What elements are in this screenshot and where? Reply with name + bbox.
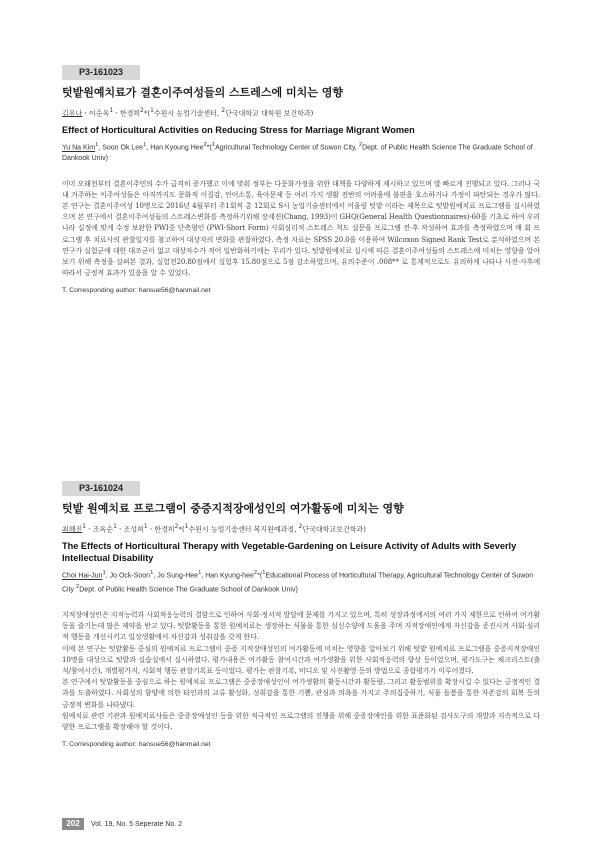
affiliation-sup: 1 — [113, 524, 117, 530]
abstract-code-badge: P3-161024 — [62, 481, 140, 496]
affiliation-text: 단국대학교 대학원 보건학과) — [225, 109, 314, 118]
author-affil-open: *( — [143, 109, 151, 118]
body-paragraph: 이미 오래전부터 결혼이주민의 수가 급격히 증가했고 이에 맞춰 정부는 다문화가정을 위한 대책을 다양하게 제시하고 있으며 발 빠르게 진행되고 있다. 그러나 국내 거주하는 이주여성들은 아직까지도 문화적 이질감, 언어소통, 육아문제 등 여러 가지 생활 전반의 어려움에 불편을 호소하거나 가정이 파탄되는 경우가 많다. 본 연구는 결혼이주여성 10명으로 2016년 4월부터 주1회씩 총 12회로 S시 농업기술센터에서 어울림 텃밭 이라는 제목으로 텃밭원예치료 프로그램을 실시하였으며 본 연구에서 결혼이주여성들의 스트레스변화를 측정하기위해 장세진(Chang, 1993)이 GHQ(General Health Questionnaires)-60을 기초로 하여 우리나라 실정에 맞게 수정 보완한 PWI중 단축형인 (PWI-Short Form) 사회심리적 스트레스 척도 설문을 프로그램 전·후 작성하여 효과를 측정하였으며 매 회 프로그램 후 치료사의 관찰일지를 참고하여 대상자의 변화를 관찰하였다. 측정 자료는 SPSS 20.0을 이용하여 Wilcoxon Signed Rank Test로 분석하였으며 본 연구가 실험군에 대한 대조군이 없고 대상자수가 적어 일반화하기에는 무리가 있다. 텃밭원예치료 실시에 따른 결혼이주여성들의 스트레스에 미치는 영향을 알아보기 위해 측정을 살펴본 결과, 실험전20.80점에서 실험후 15.80점으로 5점 감소하였으며, 유의수준이 .008** 로 통계적으로도 유의하게 나타나 사전·사후에 따라서 긍정적 효과가 있음을 알 수 있었다. — [62, 179, 540, 278]
journal-volume: Vol. 19, No. 5 Seperate No. 2 — [91, 820, 183, 828]
affiliation-text: Dept. of Public Health Science The Graduate School of Dankook Univ) — [62, 144, 533, 162]
author-name: ㆍ이순옥 — [82, 109, 110, 118]
abstract-p3-161023 — [62, 62, 540, 294]
affiliation-sup: 2 — [358, 142, 363, 149]
abstract-p3-161024 — [62, 478, 540, 748]
author-name: ㆍ한경희 — [113, 109, 141, 118]
affiliation-sup: 1 — [95, 142, 99, 149]
affiliation-sup: 1 — [262, 570, 266, 577]
affiliation-sup: 1 — [82, 524, 87, 530]
body-paragraph: 원예치료 관련 기관과 원예치료사들은 중증장애성인 등을 위한 적극적인 프로그램의 진행을 위해 중증장애인을 위한 표준화된 검사도구의 개발과 지속적으로 다양한 프로그램을 확장해야 할 것이다. — [62, 711, 540, 732]
abstract-title-english: Effect of Horticultural Activities on Reducing Stress for Marriage Migrant Women — [62, 125, 415, 136]
author-name: , Jo Sung-Hee — [153, 572, 199, 580]
author-name: ㆍ조옥순 — [86, 525, 114, 534]
affiliation-sup: 1 — [150, 570, 154, 577]
affiliation-sup: 1 — [184, 524, 189, 530]
abstract-body — [62, 610, 540, 733]
affiliation-text: Dept. of Public Health Science The Graduate School of Dankook Univ) — [79, 585, 298, 593]
abstract-code-badge: P3-161023 — [62, 65, 140, 80]
affiliation-sup: 2 — [203, 142, 207, 149]
author-affil-open: *( — [257, 572, 263, 580]
authors-korean — [62, 106, 540, 118]
affiliation-sup: 1 — [109, 108, 114, 114]
author-name: , Soon Ok Lee — [98, 144, 144, 152]
author-name: , Han Kyung-hee — [201, 572, 254, 580]
affiliation-sup: 2 — [253, 570, 258, 577]
affiliation-text: Educational Process of Horticultural Therapy, Agricultural Technology Center of Suwon City — [62, 572, 534, 593]
affiliation-sup: 1 — [102, 570, 106, 577]
body-paragraph: 지적장애성인은 지적능력과 사회적응능력의 결함으로 인하여 사회·정서적 발달에 문제를 가지고 있으며, 특히 성장과정에서의 여러 가지 제한으로 인하여 여가활동을 즐기는데 많은 제약을 받고 있다. 텃밭활동을 통한 원예치료는 생장하는 식물을 통한 심신수양에 도움을 주며 지적장애인에게 자신감을 증진시켜 사회·심리적 행동을 개선시키고 일상생활에서 자신감과 성취감을 갖게 한다. — [62, 610, 540, 642]
page-number: 202 — [62, 818, 84, 830]
abstract-body — [62, 179, 540, 280]
page-footer — [62, 818, 182, 830]
first-author-english: Choi Hai-Jun — [62, 572, 103, 580]
author-name: , Han Kyoung Hee — [146, 144, 204, 152]
authors-english — [62, 568, 540, 595]
author-name: ㆍ조성희 — [116, 525, 144, 534]
authors-english — [62, 140, 540, 163]
author-name: , Jo Ock-Soon — [105, 572, 151, 580]
affiliation-sup: 1 — [198, 570, 202, 577]
corresponding-author: T. Corresponding author: hansue56@hanmail.net — [62, 741, 211, 749]
author-name: ㆍ한경희 — [147, 525, 175, 534]
affiliation-sup: 2 — [298, 524, 303, 530]
affiliation-sup: 1 — [150, 108, 154, 114]
affiliation-sup: 2 — [174, 524, 179, 530]
body-paragraph: 이에 본 연구는 텃밭활동 중심의 원예치료 프로그램이 중증 지적장애성인의 여가활동에 미치는 영향을 알아보기 위해 텃밭 원예치료 프로그램을 중증지적장애인 10명을 대상으로 텃밭과 실습실에서 실시하였다. 평가내용은 여가활동 참여시간과 여가생활을 위한 사회적응력의 향상 등이었으며, 평가도구는 체크리스트(출석/참여시간), 개별평가지, 사회적 행동 관찰기록표 등이었다. 평가는 관찰기록, 비디오 및 사진촬영 등의 방법으로 종합평가가 이루어졌다. — [62, 644, 540, 675]
first-author-english: Yu Na Kim — [62, 144, 96, 152]
abstract-title-korean: 텃밭 원예치료 프로그램이 중증지적장애성인의 여가활동에 미치는 영향 — [62, 502, 404, 515]
affiliation-text: Agricultural Technology Center of Suwon City, — [215, 144, 359, 152]
affiliation-sup: 2 — [140, 108, 144, 114]
affiliation-text: 수원시 농업기술센터, — [153, 109, 222, 118]
authors-korean — [62, 522, 540, 534]
body-paragraph: 본 연구에서 텃밭활동을 중심으로 하는 원예치료 프로그램은 중증장애성인이 여가생활의 활동시간과 활동량, 그리고 활동범위를 확장시킬 수 있다는 긍정적인 결과를 도출하였다. 사회성의 함양에 의한 타인과의 교류 활성화, 성취감을 통한 기쁨, 관심과 의욕을 가지고 주의집중하기, 식물 돌봄을 통한 자존감의 회복 등의 긍정적 변화를 나타냈다. — [62, 678, 540, 709]
affiliation-text: 단국대학교보건학과) — [302, 525, 366, 534]
corresponding-author: T. Corresponding author: hansue56@hanmail.net — [62, 287, 211, 295]
first-author-korean: 김유나 — [62, 109, 83, 118]
affiliation-sup: 1 — [143, 524, 148, 530]
first-author-korean: 최해진 — [62, 525, 83, 534]
affiliation-sup: 2 — [76, 583, 80, 590]
affiliation-sup: 1 — [143, 142, 147, 149]
affiliation-text: 수원시 농업기술센터 복지원예과정, — [188, 525, 299, 534]
abstract-title-korean: 텃밭원예치료가 결혼이주여성들의 스트레스에 미치는 영향 — [62, 86, 343, 99]
affiliation-sup: 1 — [211, 142, 216, 149]
abstract-title-english: The Effects of Horticultural Therapy with Vegetable-Gardening on Leisure Activity of Adults with Severly Intellectual Disability — [62, 541, 517, 564]
author-affil-open: *( — [206, 144, 212, 152]
author-affil-open: *( — [178, 525, 185, 534]
affiliation-sup: 2 — [221, 108, 226, 114]
